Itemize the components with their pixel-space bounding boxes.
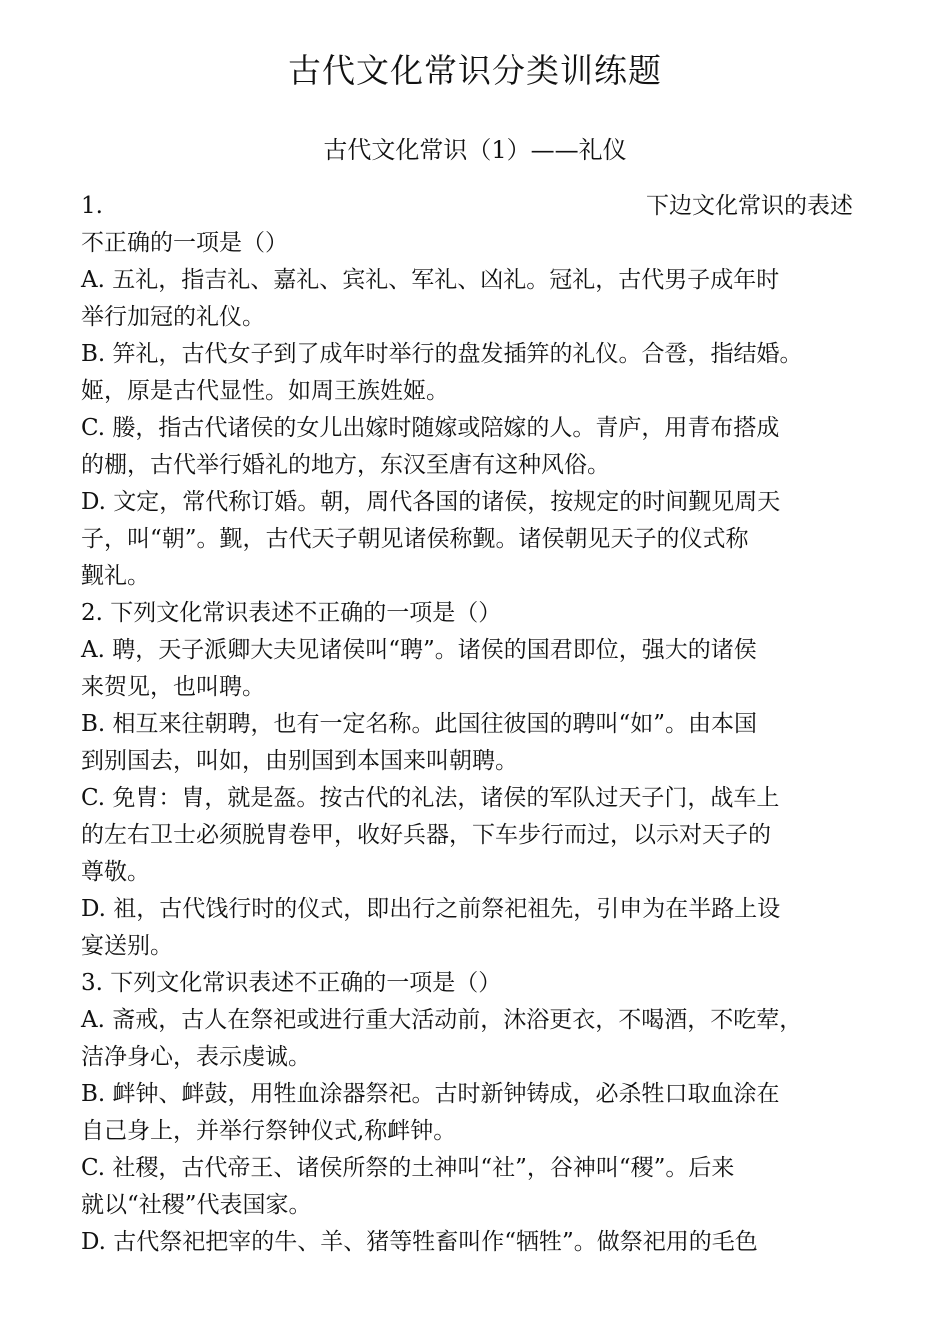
- option-line: A. 斋戒，古人在祭祀或进行重大活动前，沐浴更衣，不喝酒，不吃荤，: [81, 1007, 803, 1033]
- question-3-option-d: [81, 1224, 873, 1261]
- option-line: 子，叫“朝”。觐，古代天子朝见诸侯称觐。诸侯朝见天子的仪式称: [81, 526, 749, 552]
- option-line: C. 媵，指古代诸侯的女儿出嫁时随嫁或陪嫁的人。青庐，用青布搭成: [81, 415, 780, 441]
- option-line: D. 文定，常代称订婚。朝，周代各国的诸侯，按规定的时间觐见周天: [81, 489, 781, 515]
- option-line: C. 免胄：胄，就是盔。按古代的礼法，诸侯的军队过天子门，战车上: [81, 785, 780, 811]
- option-line: 宴送别。: [81, 933, 173, 959]
- document-body: [81, 188, 873, 1261]
- option-line: B. 相互来往朝聘，也有一定名称。此国往彼国的聘叫“如”。由本国: [81, 711, 758, 737]
- option-line: A. 五礼，指吉礼、嘉礼、宾礼、军礼、凶礼。冠礼，古代男子成年时: [81, 267, 780, 293]
- option-line: 的棚，古代举行婚礼的地方，东汉至唐有这种风俗。: [81, 452, 610, 478]
- question-1: [81, 188, 873, 595]
- option-line: B. 衅钟、衅鼓，用牲血涂器祭祀。古时新钟铸成，必杀牲口取血涂在: [81, 1081, 780, 1107]
- option-line: D. 祖，古代饯行时的仪式，即出行之前祭祀祖先，引申为在半路上设: [81, 896, 781, 922]
- question-3-option-c: [81, 1150, 873, 1224]
- question-1-stem-part: 下边文化常识的表述: [646, 193, 853, 219]
- question-2-stem: 2. 下列文化常识表述不正确的一项是（）: [81, 600, 502, 626]
- question-2-option-c: [81, 780, 873, 891]
- question-3-stem: 3. 下列文化常识表述不正确的一项是（）: [81, 970, 502, 996]
- option-line: 的左右卫士必须脱胄卷甲，收好兵器，下车步行而过，以示对天子的: [81, 822, 771, 848]
- question-1-option-b: [81, 336, 873, 410]
- option-line: 洁净身心，表示虔诚。: [81, 1044, 311, 1070]
- option-line: B. 笄礼，古代女子到了成年时举行的盘发插笄的礼仪。合卺，指结婚。: [81, 341, 803, 367]
- question-1-option-c: [81, 410, 873, 484]
- document-subtitle: 古代文化常识（1）——礼仪: [323, 136, 627, 164]
- question-2: [81, 595, 873, 965]
- question-1-number: 1.: [81, 193, 103, 219]
- option-line: A. 聘，天子派卿大夫见诸侯叫“聘”。诸侯的国君即位，强大的诸侯: [81, 637, 757, 663]
- question-2-option-d: [81, 891, 873, 965]
- question-3-option-b: [81, 1076, 873, 1150]
- option-line: D. 古代祭祀把宰的牛、羊、猪等牲畜叫作“牺牲”。做祭祀用的毛色: [81, 1229, 758, 1255]
- option-line: 就以“社稷”代表国家。: [81, 1192, 312, 1218]
- question-1-option-d: [81, 484, 873, 595]
- question-3: [81, 965, 873, 1261]
- option-line: 觐礼。: [81, 563, 150, 589]
- option-line: 举行加冠的礼仪。: [81, 304, 265, 330]
- question-1-stem-line-1: [81, 188, 853, 225]
- document-title: 古代文化常识分类训练题: [288, 51, 662, 90]
- option-line: C. 社稷，古代帝王、诸侯所祭的土神叫“社”，谷神叫“稷”。后来: [81, 1155, 735, 1181]
- option-line: 尊敬。: [81, 859, 150, 885]
- question-1-option-a: [81, 262, 873, 336]
- option-line: 姬，原是古代显性。如周王族姓姬。: [81, 378, 449, 404]
- question-2-option-b: [81, 706, 873, 780]
- question-2-option-a: [81, 632, 873, 706]
- question-1-stem-line-2: 不正确的一项是（）: [81, 230, 288, 256]
- option-line: 自己身上，并举行祭钟仪式,称衅钟。: [81, 1118, 457, 1144]
- option-line: 来贺见，也叫聘。: [81, 674, 265, 700]
- option-line: 到别国去，叫如，由别国到本国来叫朝聘。: [81, 748, 518, 774]
- question-3-option-a: [81, 1002, 873, 1076]
